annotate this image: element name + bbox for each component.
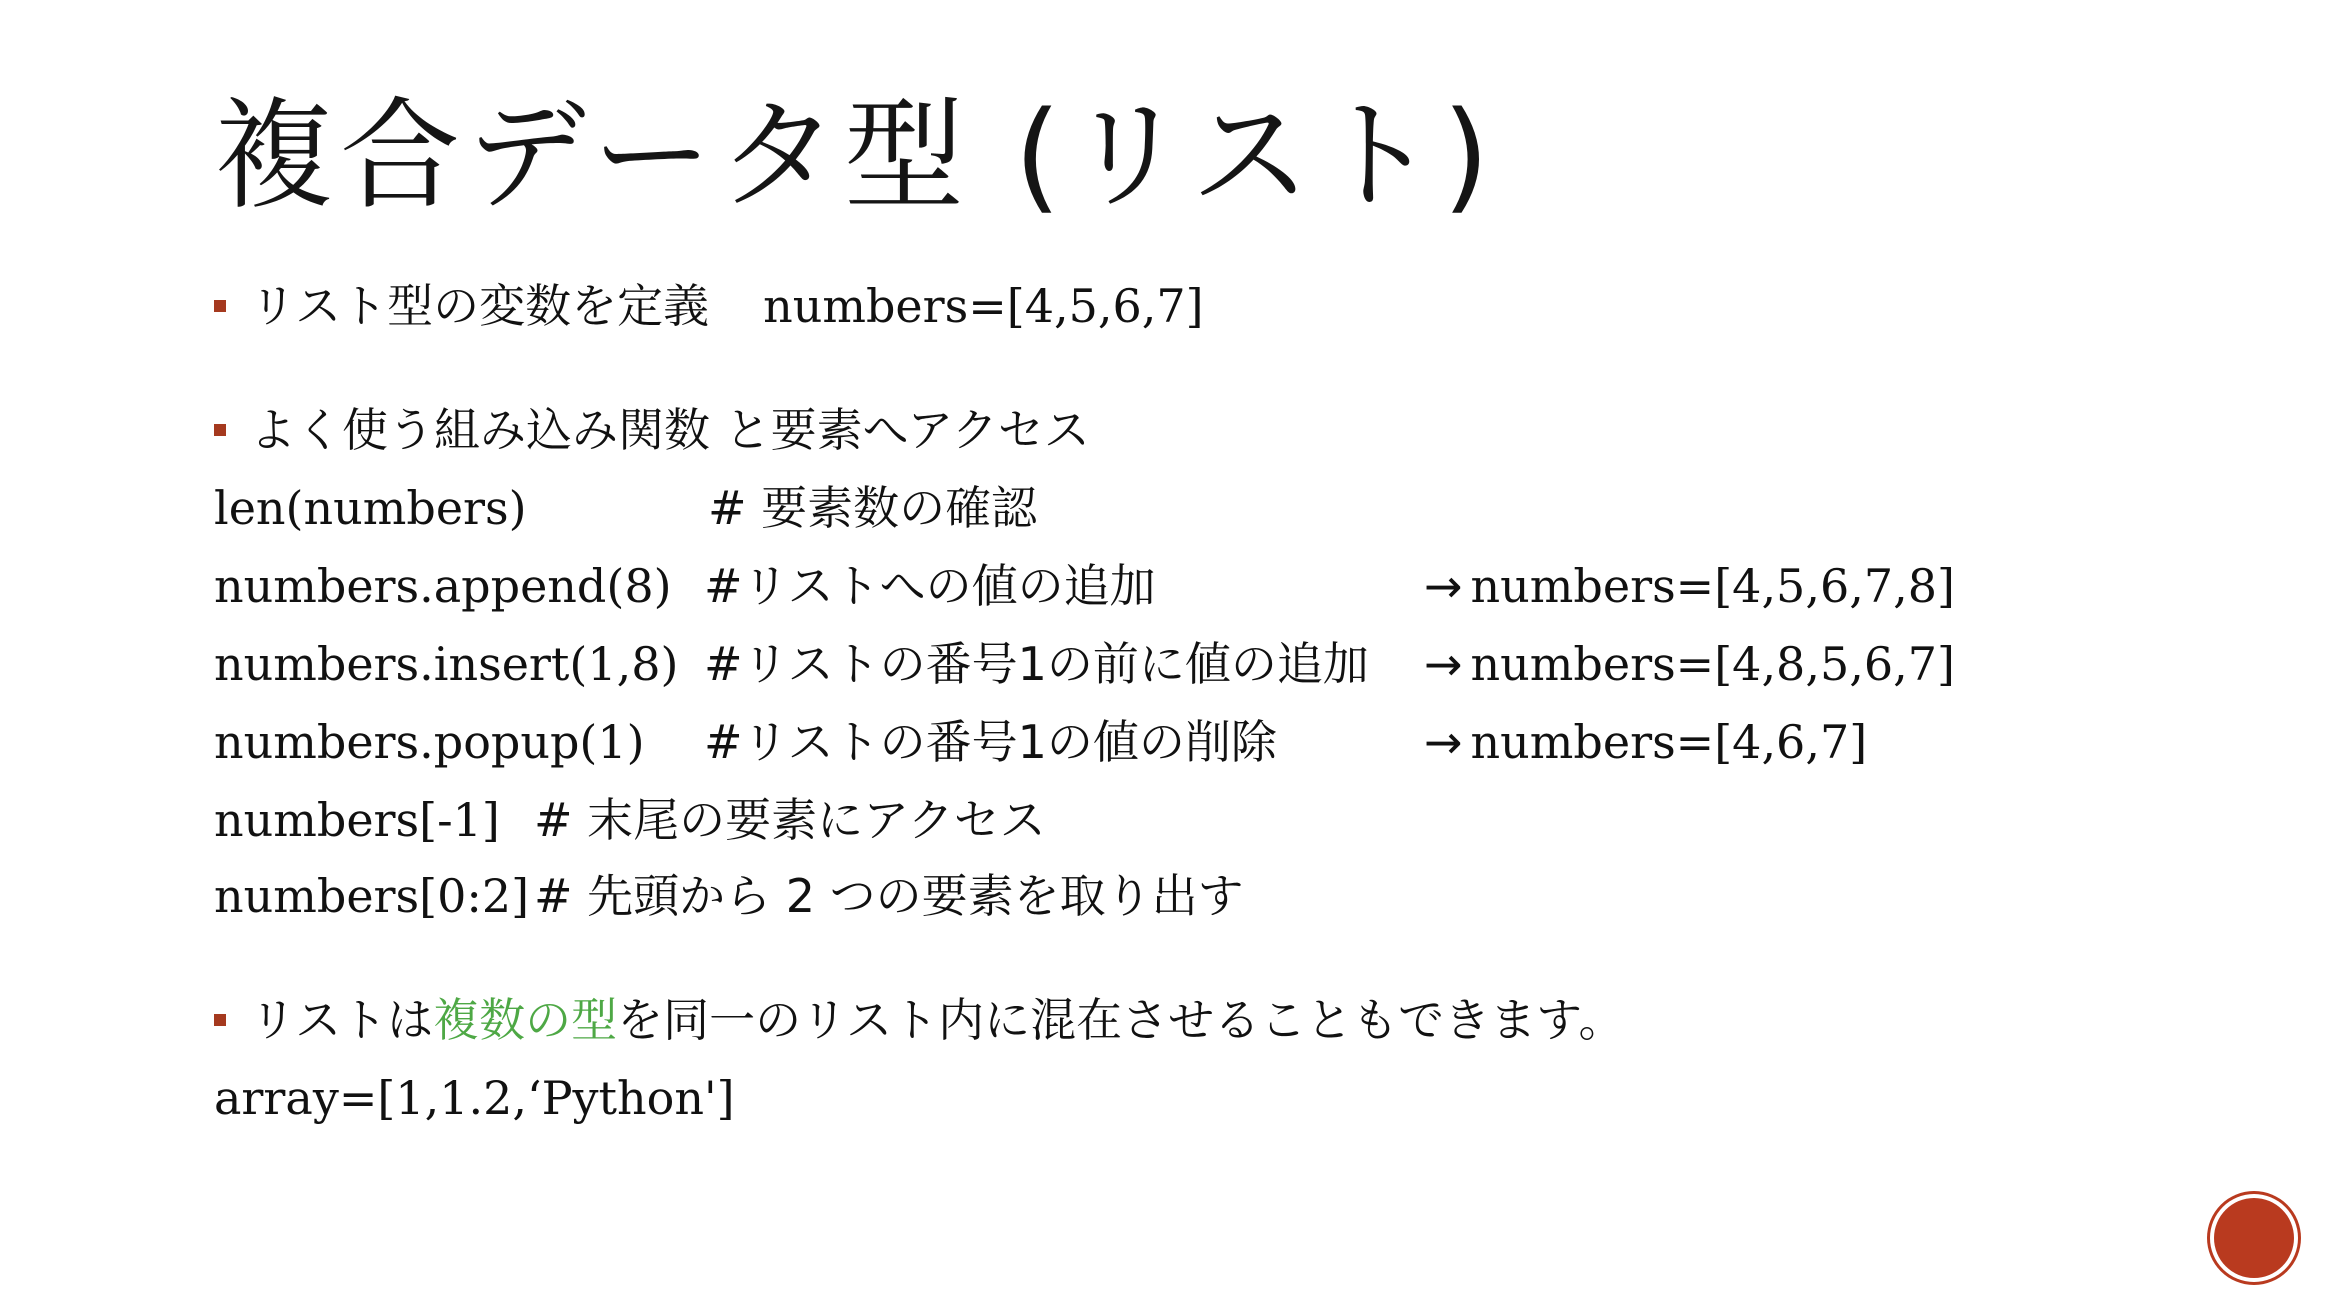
code-text: numbers[-1] (214, 793, 500, 847)
code-line (214, 712, 2014, 772)
bullet-text-highlight: 複数の型 (433, 993, 618, 1047)
code-text: len(numbers) (214, 481, 527, 535)
code-result (1424, 634, 1955, 694)
code-text: numbers.insert(1,8) (214, 637, 679, 691)
arrow-icon: → (1424, 715, 1463, 769)
bullet-marker (214, 1014, 226, 1026)
code-comment: # 末尾の要素にアクセス (534, 793, 1046, 847)
bullet-marker (214, 424, 226, 436)
code-comment: #リストの番号1の前に値の追加 (704, 637, 1369, 691)
slide-badge-circle (2214, 1198, 2294, 1278)
bullet-code: numbers=[4,5,6,7] (763, 279, 1204, 333)
bullet-marker (214, 300, 226, 312)
slide-title: 複合データ型 (リスト) (214, 87, 1496, 226)
bullet-text: よく使う組み込み関数 と要素へアクセス (250, 403, 1090, 457)
bullet-mixed-types (214, 990, 1625, 1050)
code-text: numbers[0:2] (214, 869, 530, 923)
code-comment: # 先頭から 2 つの要素を取り出す (534, 869, 1244, 923)
bullet-builtin-functions (214, 400, 1090, 460)
code-text: numbers.append(8) (214, 559, 672, 613)
arrow-icon: → (1424, 559, 1463, 613)
code-comment: #リストへの値の追加 (704, 559, 1156, 613)
code-result (1424, 712, 1867, 772)
code-line (214, 478, 2014, 538)
result-text: numbers=[4,6,7] (1470, 715, 1868, 769)
code-comment: # 要素数の確認 (708, 481, 1038, 535)
bullet-text: リスト型の変数を定義 (250, 279, 710, 333)
code-result (1424, 556, 1955, 616)
bullet-define-list (214, 276, 1204, 336)
code-comment: #リストの番号1の値の削除 (704, 715, 1277, 769)
code-text: numbers.popup(1) (214, 715, 645, 769)
bullet-text-prefix: リストは (250, 993, 434, 1047)
bullet-text-suffix: を同一のリスト内に混在させることもできます。 (617, 993, 1625, 1047)
code-line (214, 866, 2014, 926)
arrow-icon: → (1424, 637, 1463, 691)
array-example-line: array=[1,1.2,‘Python'] (214, 1071, 735, 1125)
code-line (214, 634, 2014, 694)
result-text: numbers=[4,5,6,7,8] (1470, 559, 1955, 613)
result-text: numbers=[4,8,5,6,7] (1470, 637, 1955, 691)
code-line (214, 556, 2014, 616)
code-line (214, 790, 2014, 850)
